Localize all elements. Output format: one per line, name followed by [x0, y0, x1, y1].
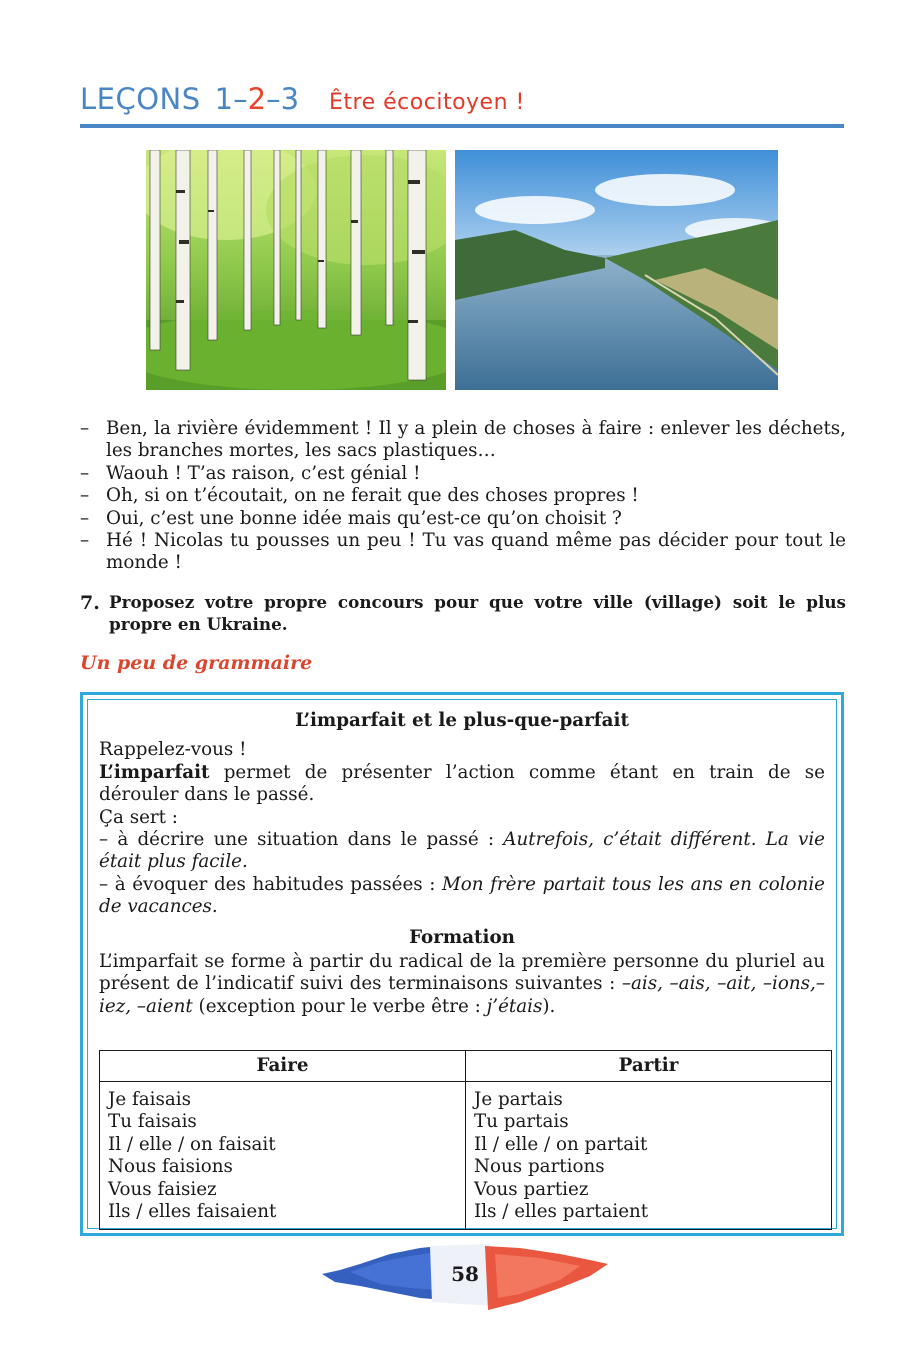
formation-title: Formation — [409, 926, 515, 948]
exercise-instruction: Proposez votre propre concours pour que votre ville (village) soit le plus propre en Ukraine. — [109, 592, 846, 634]
grammar-box-title: L’imparfait et le plus-que-parfait — [295, 710, 629, 731]
conjugation-form: Ils / elles faisaient — [108, 1201, 277, 1223]
conjugation-form: Vous faisiez — [108, 1178, 217, 1200]
river-landscape-photo — [455, 150, 778, 390]
dialogue-line: – Oui, c’est une bonne idée mais qu’est-ce qu’on choisit ? — [80, 507, 622, 529]
table-header-partir: Partir — [466, 1051, 832, 1082]
conjugation-form: Il / elle / on faisait — [108, 1133, 276, 1155]
exercise-number: 7. — [80, 592, 100, 614]
faire-conjugation-cell — [100, 1082, 466, 1230]
conjugation-form: Tu partais — [474, 1111, 569, 1133]
conjugation-form: Vous partiez — [474, 1178, 589, 1200]
imparfait-definition: L’imparfait permet de présenter l’action comme étant en train de se dérouler dans le passé. — [99, 761, 825, 806]
rappel-line: Rappelez-vous ! — [99, 739, 247, 761]
grammar-heading: Un peu de grammaire — [80, 652, 313, 674]
partir-conjugation-cell — [466, 1082, 832, 1230]
birch-forest-photo — [146, 150, 446, 390]
dialogue-line: – Oh, si on t’écoutait, on ne ferait que des choses propres ! — [80, 485, 639, 507]
dialogue-line: – Waouh ! T’as raison, c’est génial ! — [80, 462, 421, 484]
usage-1: – à décrire une situation dans le passé : Autrefois, c’était différent. La vie était plus facile. — [99, 829, 825, 873]
dialogue-line: – Ben, la rivière évidemment ! Il y a plein de choses à faire : enlever les déchets, les branches mortes, les sacs plastiques… — [80, 418, 846, 462]
table-header-faire: Faire — [100, 1051, 466, 1082]
lesson-header — [80, 82, 844, 122]
header-divider — [80, 124, 844, 128]
lesson-label: LEÇONS — [80, 82, 201, 116]
dialogue-line: – Hé ! Nicolas tu pousses un peu ! Tu vas quand même pas décider pour tout le monde ! — [80, 530, 846, 574]
conjugation-form: Tu faisais — [108, 1111, 197, 1133]
usage-2: – à évoquer des habitudes passées : Mon frère partait tous les ans en colonie de vacances. — [99, 873, 825, 918]
conjugation-form: Nous faisions — [108, 1156, 233, 1178]
conjugation-form: Je partais — [474, 1089, 563, 1110]
conjugation-form: Il / elle / on partait — [474, 1133, 648, 1155]
conjugation-table — [99, 1050, 832, 1230]
page-footer — [320, 1240, 610, 1320]
exercise-7 — [80, 592, 846, 635]
formation-text: L’imparfait se forme à partir du radical de la première personne du pluriel au présent de l’indicatif suivi des terminaisons suivantes : –ais, –ais, –ait, –ions,–iez, –aient (exception pour le verbe être : j’étais). — [99, 951, 825, 1017]
page-number: 58 — [451, 1262, 479, 1286]
grammar-box — [80, 692, 844, 1236]
grammar-box-inner — [87, 699, 837, 1229]
conjugation-form: Je faisais — [108, 1089, 191, 1110]
lesson-numbers: 1–2–3 — [214, 82, 300, 116]
conjugation-form: Ils / elles partaient — [474, 1201, 649, 1223]
conjugation-form: Nous partions — [474, 1156, 605, 1178]
lesson-subtitle: Être écocitoyen ! — [329, 90, 525, 115]
ca-sert-line: Ça sert : — [99, 806, 178, 828]
dialogue-list — [80, 418, 846, 575]
